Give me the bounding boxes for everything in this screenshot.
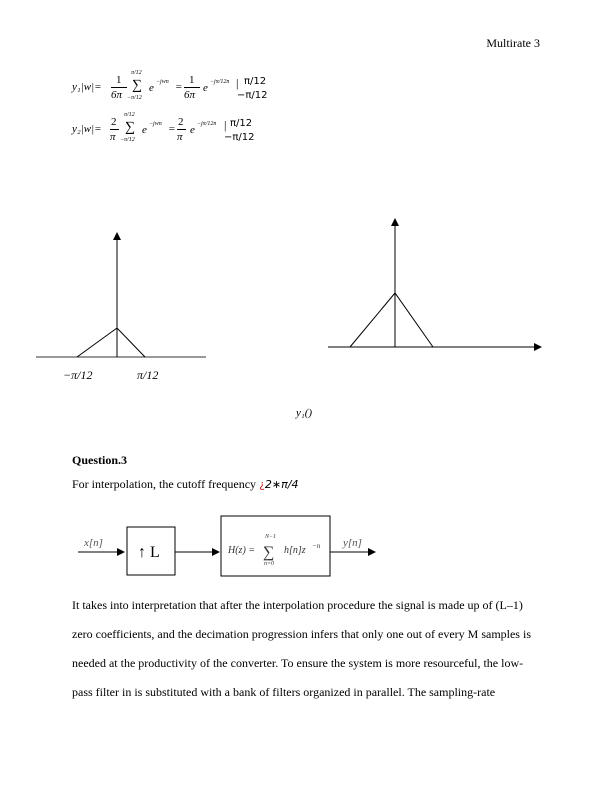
eq1-term1-exp: −jwn — [156, 79, 169, 85]
cutoff-glyph: ¿ — [259, 478, 265, 491]
eq1-eval-lower: −π/12 — [237, 90, 268, 101]
filter-exp: −n — [312, 542, 321, 550]
output-label: y[n] — [343, 537, 362, 549]
running-head: Multirate 3 — [486, 36, 540, 50]
eq2-lhs: y₂|w|= — [72, 123, 102, 135]
equation-y2 — [72, 114, 292, 148]
paragraph-line: needed at the productivity of the converter. To ensure the system is more resourceful, the low- — [72, 656, 524, 670]
filter-sum-upper: N−1 — [265, 534, 277, 540]
eq2-term2-exp: −jπ/12n — [197, 121, 217, 127]
eq1-equals: = — [175, 81, 183, 93]
eq1-term2: e — [203, 82, 208, 94]
eq1-sigma: ∑ — [132, 78, 142, 93]
eq1-frac1-den: 6π — [111, 89, 123, 101]
filter-label: H(z) = — [228, 545, 256, 556]
left-tick-neg: −π/12 — [63, 368, 93, 382]
eq1-frac1-num: 1 — [116, 74, 122, 86]
equation-y1 — [72, 72, 292, 106]
eq2-term1-exp: −jwn — [149, 121, 162, 127]
eq1-frac2-bar — [184, 87, 200, 88]
spectrum-figure — [0, 200, 612, 430]
eq2-term2: e — [190, 124, 195, 136]
eq2-frac2-den: π — [177, 131, 183, 143]
eq1-frac2-den: 6π — [184, 89, 196, 101]
eq1-frac1-bar — [111, 87, 127, 88]
figure-caption: y₁() — [296, 407, 313, 419]
eq1-term1: e — [149, 82, 154, 94]
eq2-sum-lower: −π/12 — [120, 137, 135, 143]
eq1-eval-upper: π/12 — [244, 76, 267, 87]
eq2-eval-upper: π/12 — [230, 118, 253, 129]
eq2-frac1-den: π — [110, 131, 116, 143]
paragraph-line: zero coefficients, and the decimation progression infers that only one out of every M samples is — [72, 627, 531, 641]
eq2-frac2-num: 2 — [178, 116, 184, 128]
question-heading: Question.3 — [72, 453, 128, 467]
filter-term: h[n]z — [284, 545, 306, 556]
eq2-frac1-bar — [110, 129, 119, 130]
eq2-equals: = — [168, 123, 176, 135]
cutoff-text: For interpolation, the cutoff frequency — [72, 477, 260, 491]
eq2-eval-bar: | — [224, 118, 227, 132]
body-paragraph — [72, 598, 542, 714]
left-tick-pos: π/12 — [137, 368, 159, 382]
block-diagram — [0, 512, 612, 582]
eq1-sum-lower: −π/12 — [127, 95, 142, 101]
eq2-eval-lower: −π/12 — [224, 132, 255, 143]
eq1-term2-exp: −jπ/12n — [210, 79, 230, 85]
eq2-frac2-bar — [177, 129, 186, 130]
paragraph-line: It takes into interpretation that after the interpolation procedure the signal is made up of (L–1) — [72, 598, 523, 612]
cutoff-value: 2∗π/4 — [264, 478, 299, 491]
upsampler-label: ↑ L — [138, 544, 160, 561]
eq1-lhs: y₁|w|= — [72, 81, 102, 93]
eq2-sum-upper: π/12 — [124, 112, 135, 118]
right-triangle — [350, 293, 433, 347]
eq1-eval-bar: | — [236, 76, 239, 90]
eq2-frac1-num: 2 — [111, 116, 117, 128]
filter-sum-lower: n=0 — [264, 561, 275, 567]
input-label: x[n] — [84, 537, 103, 549]
filter-sigma: ∑ — [263, 544, 275, 561]
eq2-term1: e — [142, 124, 147, 136]
eq1-sum-upper: π/12 — [131, 70, 142, 76]
cutoff-line — [72, 477, 298, 492]
eq2-sigma: ∑ — [125, 120, 135, 135]
eq1-frac2-num: 1 — [189, 74, 195, 86]
paragraph-line: pass filter in is substituted with a bank of filters organized in parallel. The sampling-rate — [72, 685, 496, 699]
left-triangle — [77, 328, 145, 357]
